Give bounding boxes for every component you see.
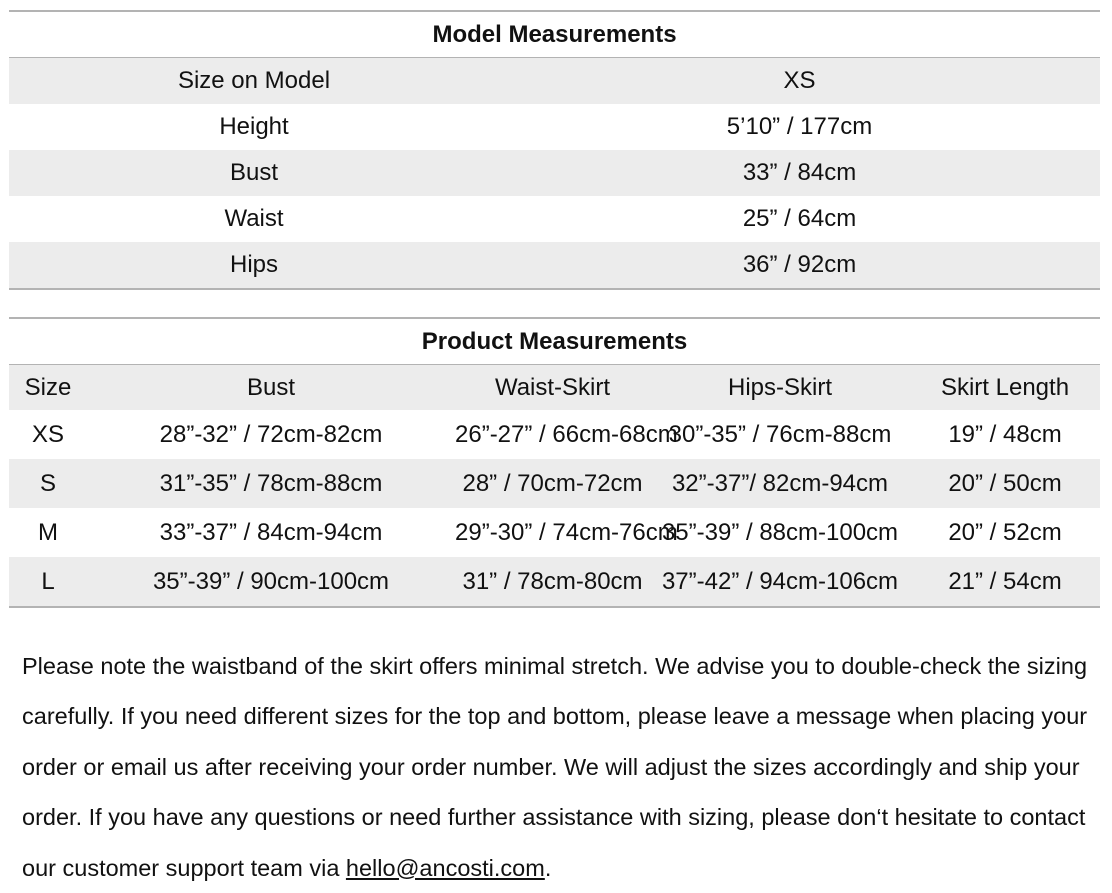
bust-cell: 33”-37” / 84cm-94cm: [87, 508, 455, 557]
model-measurements-section: [9, 10, 1100, 290]
column-header-hips-skirt: Hips-Skirt: [650, 365, 910, 411]
product-measurements-table: [9, 317, 1100, 608]
model-row-label: Hips: [9, 242, 499, 289]
hips-skirt-cell: 30”-35” / 76cm-88cm: [650, 410, 910, 459]
size-cell: M: [9, 508, 87, 557]
model-measurements-title: Model Measurements: [9, 11, 1100, 58]
product-measurements-section: [9, 317, 1100, 608]
product-measurements-title: Product Measurements: [9, 318, 1100, 365]
table-row: [9, 150, 1100, 196]
skirt-length-cell: 21” / 54cm: [910, 557, 1100, 607]
hips-skirt-cell: 37”-42” / 94cm-106cm: [650, 557, 910, 607]
table-row: [9, 104, 1100, 150]
sizing-note-end: .: [545, 855, 552, 881]
table-row: [9, 508, 1100, 557]
model-row-value: XS: [499, 58, 1100, 105]
table-row: [9, 242, 1100, 289]
table-row: [9, 196, 1100, 242]
model-row-value: 5’10” / 177cm: [499, 104, 1100, 150]
sizing-note-text: Please note the waistband of the skirt offers minimal stretch. We advise you to double-check the sizing carefully. If you need different sizes for the top and bottom, please leave a message when placing your order or email us after receiving your order number. We will adjust the sizes accordingly and ship your order. If you have any questions or need further assistance with sizing, please don‘t hesitate to contact our customer support team via: [22, 653, 1087, 881]
waist-skirt-cell: 28” / 70cm-72cm: [455, 459, 650, 508]
skirt-length-cell: 20” / 50cm: [910, 459, 1100, 508]
model-measurements-table: [9, 10, 1100, 290]
table-row: [9, 557, 1100, 607]
model-row-value: 33” / 84cm: [499, 150, 1100, 196]
size-cell: XS: [9, 410, 87, 459]
waist-skirt-cell: 31” / 78cm-80cm: [455, 557, 650, 607]
waist-skirt-cell: 29”-30” / 74cm-76cm: [455, 508, 650, 557]
column-header-size: Size: [9, 365, 87, 411]
model-row-label: Bust: [9, 150, 499, 196]
bust-cell: 35”-39” / 90cm-100cm: [87, 557, 455, 607]
waist-skirt-cell: 26”-27” / 66cm-68cm: [455, 410, 650, 459]
hips-skirt-cell: 35”-39” / 88cm-100cm: [650, 508, 910, 557]
model-row-value: 36” / 92cm: [499, 242, 1100, 289]
hips-skirt-cell: 32”-37”/ 82cm-94cm: [650, 459, 910, 508]
bust-cell: 28”-32” / 72cm-82cm: [87, 410, 455, 459]
column-header-waist-skirt: Waist-Skirt: [455, 365, 650, 411]
model-row-label: Waist: [9, 196, 499, 242]
sizing-note: [22, 641, 1107, 893]
bust-cell: 31”-35” / 78cm-88cm: [87, 459, 455, 508]
skirt-length-cell: 20” / 52cm: [910, 508, 1100, 557]
table-row: [9, 459, 1100, 508]
table-header-row: [9, 365, 1100, 411]
column-header-skirt-length: Skirt Length: [910, 365, 1100, 411]
column-header-bust: Bust: [87, 365, 455, 411]
support-email-link[interactable]: hello@ancosti.com: [346, 855, 545, 881]
table-row: [9, 58, 1100, 105]
size-cell: L: [9, 557, 87, 607]
model-row-label: Height: [9, 104, 499, 150]
model-row-label: Size on Model: [9, 58, 499, 105]
size-cell: S: [9, 459, 87, 508]
skirt-length-cell: 19” / 48cm: [910, 410, 1100, 459]
table-row: [9, 410, 1100, 459]
model-row-value: 25” / 64cm: [499, 196, 1100, 242]
